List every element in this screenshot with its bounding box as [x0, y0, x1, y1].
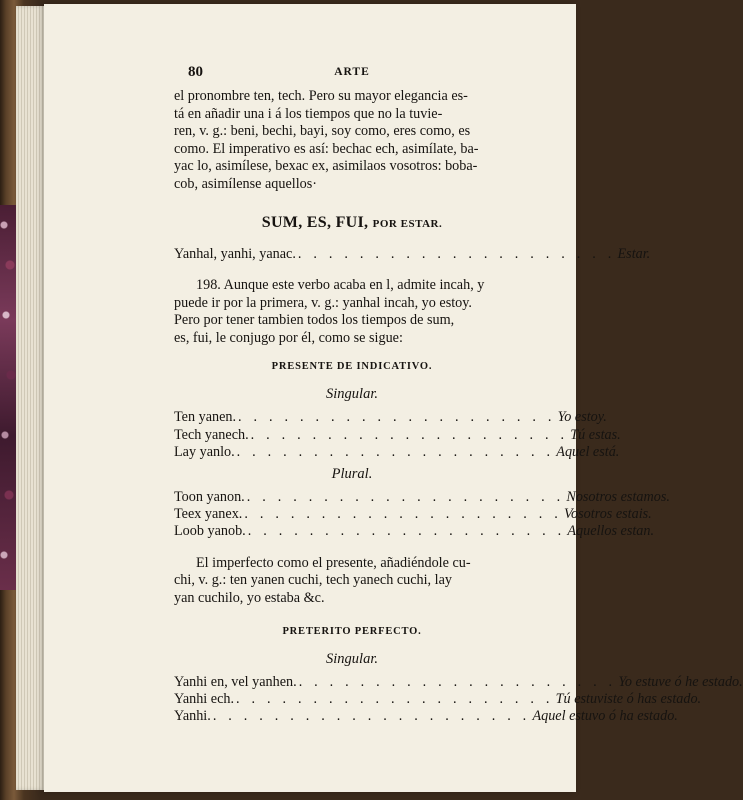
row-term: Tech yanech. — [174, 426, 249, 443]
leader-dots: . . . . . . . . . . . . . . . . . . . . . — [212, 708, 531, 725]
label-singular: Singular. — [326, 386, 378, 403]
row-term: Loob yanob. — [174, 523, 246, 540]
leader-dots: . . . . . . . . . . . . . . . . . . . . . — [244, 505, 562, 522]
preterito-singular-list — [174, 673, 743, 726]
text-line: 198. Aunque este verbo acaba en l, admite incah, y — [196, 276, 485, 293]
conjugation-row — [174, 523, 655, 540]
heading-preterito: PRETERITO PERFECTO. — [282, 625, 422, 637]
leader-dots: . . . . . . . . . . . . . . . . . . . . . — [236, 444, 555, 461]
conjugation-row — [174, 708, 678, 725]
conjugation-row — [174, 426, 621, 444]
page-header — [174, 60, 530, 82]
row-term: Yanhi en, vel yanhen. — [174, 673, 297, 690]
text-line: yac lo, asimílese, bexac ex, asimilaos vosotros: boba- — [174, 158, 478, 175]
conjugation-row — [174, 505, 652, 523]
row-term: Yanhi ech. — [174, 690, 235, 707]
leader-dots: . . . . . . . . . . . . . . . . . . . . . — [246, 488, 565, 505]
marbled-endpaper — [0, 205, 16, 590]
row-gloss: Nosotros estamos. — [566, 488, 670, 505]
row-gloss: Aquel estuvo ó ha estado. — [532, 708, 678, 725]
text-line: Pero por tener tambien todos los tiempos de sum, — [174, 312, 455, 329]
text-line: ren, v. g.: beni, bechi, bayi, soy como, eres como, es — [174, 123, 471, 140]
row-gloss: Estar. — [617, 245, 651, 262]
row-gloss: Tú estas. — [570, 426, 621, 443]
text-line: yan cuchilo, yo estaba &c. — [174, 589, 325, 606]
conjugation-row — [174, 690, 702, 708]
row-term: Ten yanen. — [174, 409, 237, 426]
row-gloss: Aquellos estan. — [567, 523, 655, 540]
row-gloss: Yo estoy. — [557, 409, 607, 426]
page-number: 80 — [188, 64, 203, 80]
conjugation-row — [174, 673, 743, 691]
presente-singular-list — [174, 409, 621, 461]
row-term: Toon yanon. — [174, 488, 245, 505]
text-line: el pronombre ten, tech. Pero su mayor elegancia es- — [174, 88, 468, 104]
row-gloss: Aquel está. — [556, 444, 620, 461]
label-plural: Plural. — [331, 465, 373, 482]
heading-main: SUM, ES, FUI, — [261, 213, 369, 231]
paragraph-imperfecto — [174, 555, 530, 608]
text-line: es, fui, le conjugo por él, como se sigue: — [174, 329, 403, 346]
heading-small: POR ESTAR. — [372, 217, 443, 230]
text-line: chi, v. g.: ten yanen cuchi, tech yanech cuchi, lay — [174, 572, 452, 589]
row-term: Teex yanex. — [174, 505, 243, 522]
row-gloss: Vosotros estais. — [563, 505, 652, 522]
presente-plural-list — [174, 488, 670, 541]
leader-dots: . . . . . . . . . . . . . . . . . . . . . — [298, 673, 617, 690]
leader-dots: . . . . . . . . . . . . . . . . . . . . . — [236, 690, 554, 707]
text-line: como. El imperativo es así: bechac ech, asimílate, ba- — [174, 140, 479, 157]
conjugation-row — [174, 409, 607, 426]
row-gloss: Yo estuve ó he estado. — [618, 673, 743, 690]
row-term: Yanhal, yanhi, yanac. — [174, 245, 296, 262]
paragraph-pronombre — [174, 88, 530, 194]
heading-presente: PRESENTE DE INDICATIVO. — [271, 361, 433, 373]
leader-dots: . . . . . . . . . . . . . . . . . . . . . — [250, 426, 569, 443]
conjugation-row — [174, 444, 620, 461]
leader-dots: . . . . . . . . . . . . . . . . . . . . . — [297, 245, 616, 262]
paragraph-198 — [174, 277, 530, 347]
text-line: puede ir por la primera, v. g.: yanhal incah, yo estoy. — [174, 294, 472, 311]
leader-dots: . . . . . . . . . . . . . . . . . . . . . — [247, 523, 566, 540]
page-content — [174, 60, 743, 726]
text-line: cob, asimílense aquellos· — [174, 175, 318, 192]
running-head: ARTE — [334, 66, 370, 78]
conjugation-row — [174, 488, 670, 506]
leader-dots: . . . . . . . . . . . . . . . . . . . . . — [238, 409, 556, 426]
label-singular: Singular. — [326, 650, 378, 667]
row-gloss: Tú estuviste ó has estado. — [555, 690, 702, 707]
row-term: Yanhi. — [174, 708, 211, 725]
estar-row — [174, 245, 651, 263]
section-heading-sum — [174, 214, 530, 232]
row-term: Lay yanlo. — [174, 444, 235, 461]
text-line: El imperfecto como el presente, añadiéndole cu- — [196, 554, 471, 571]
text-line: tá en añadir una i á los tiempos que no la tuvie- — [174, 105, 443, 122]
